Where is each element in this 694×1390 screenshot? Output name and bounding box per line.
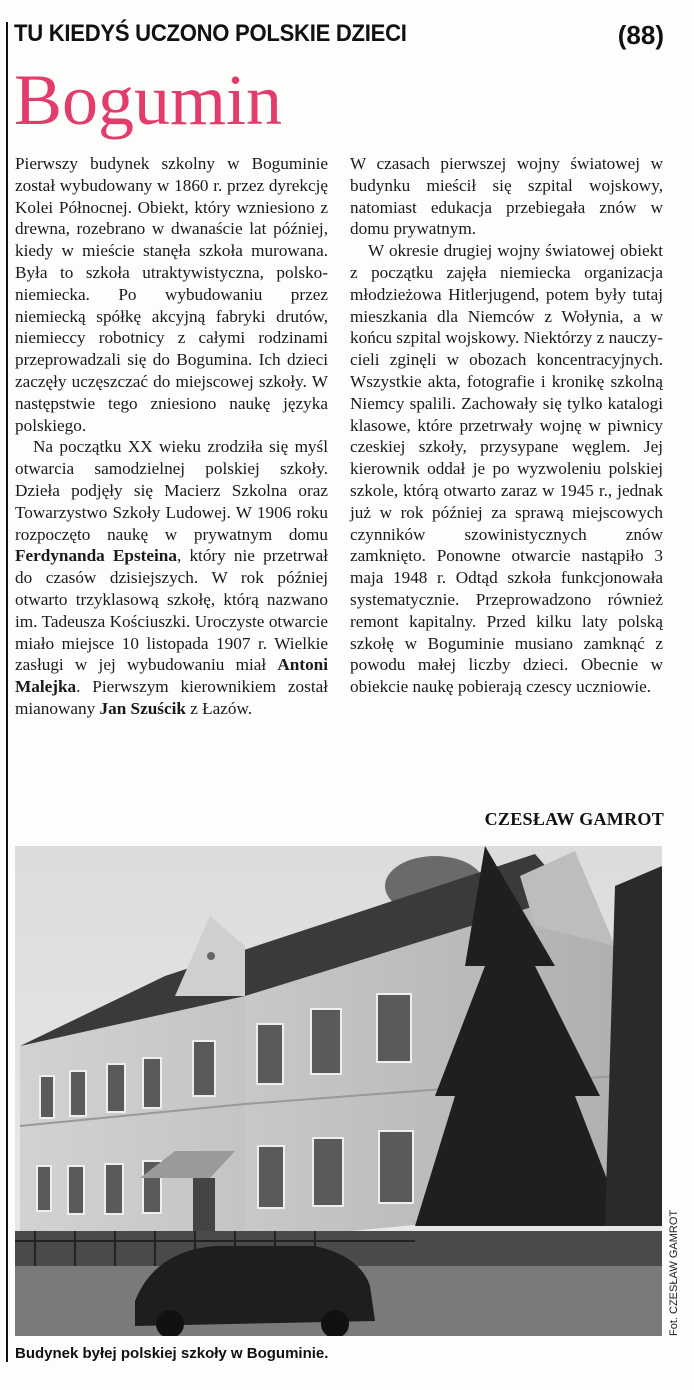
series-heading: TU KIEDYŚ UCZONO POLSKIE DZIECI (14, 20, 407, 47)
person-name: Jan Szuścik (99, 698, 186, 718)
paragraph: W okresie drugiej wojny światowej obiekt z początku zajęła niemiecka organizacja młodzieżowa Hitlerjugend, potem były tutaj mieszkania dla Niemców z Wołynia, a w końcu szpital wojskowy. Niektórzy z nauczycieli zginęli w obozach koncentracyjnych. Wszystkie akta, fotografie i kronikę szkolną Niemcy spalili. Zachowały się tylko katalogi klasowe, które przetrwały wojnę w piwnicy czeskiej szkoły, przysypane węglem. Jej kierownik oddał je po wyzwoleniu polskiej szkole, którą otwarto zaraz w 1945 r., jednak już w rok później za sprawą miejscowych czynników szowinistycznych znów zamknięto. Ponowne otwarcie nastąpiło 3 maja 1948 r. Odtąd szkoła funkcjonowała systematycznie. Przeprowadzono również remont kapitalny. Przed kilku laty polską szkołę w Boguminie musiano zamknąć z powodu małej liczby dzieci. Obecnie w obiekcie naukę pobierają czescy uczniowie. (350, 241, 663, 697)
paragraph: Na początku XX wieku zrodziła się myśl otwarcia samodzielnej polskiej szkoły. Dzieła podjęły się Macierz Szkolna oraz Towarzystwo Szkoły Ludowej. W 1906 roku rozpoczęto naukę w prywatnym domu Ferdynanda Epsteina, który nie przetrwał do czasów dzisiejszych. W rok później otwarto trzyklasową szkołę, którą nazwano im. Tadeusza Kościuszki. Uroczyste otwarcie miało miejsce 10 listopada 1907 r. Wielkie zasługi w jej wybudowaniu miał Antoni Malejka. Pierwszym kierownikiem został mianowany Jan Szuścik z Łazów. (15, 437, 329, 718)
person-name: Antoni Malejka (15, 655, 328, 697)
article-title: Bogumin (14, 60, 283, 140)
article-column-2 (350, 153, 663, 698)
paragraph: Pierwszy budynek szkolny w Boguminie został wybudowany w 1860 r. przez dyrekcję Kolei Północnej. Obiekt, który wzniesiono z drewna, rozebrano w dwanaście lat później, kiedy w mieście stanęła szkoła murowana. Była to szkoła utraktywistyczna, polsko-niemiecka. Po wybudowaniu przez niemiecką spółkę akcyjną fabryki drutów, niemieccy robotnicy z całymi rodzinami przeprowadzali się do Bogumina. Ich dzieci zaczęły uczęszczać do miejscowej szkoły. W następstwie tego zniesiono naukę języka polskiego. (15, 154, 328, 435)
paragraph: W czasach pierwszej wojny światowej w budynku mieścił się szpital wojskowy, natomiast edukacja przebiegała znów w domu prywatnym. (350, 154, 663, 239)
school-building-photo (15, 846, 662, 1336)
person-name: Ferdynanda Epsteina (15, 546, 177, 566)
photo-credit: Fot. CZESŁAW GAMROT (668, 1209, 680, 1336)
column-rule (6, 22, 8, 1362)
article-column-1 (15, 153, 328, 720)
series-number: (88) (617, 20, 664, 50)
photo-caption: Budynek byłej polskiej szkoły w Boguminie. (15, 1345, 329, 1362)
author-byline: CZESŁAW GAMROT (484, 809, 664, 829)
